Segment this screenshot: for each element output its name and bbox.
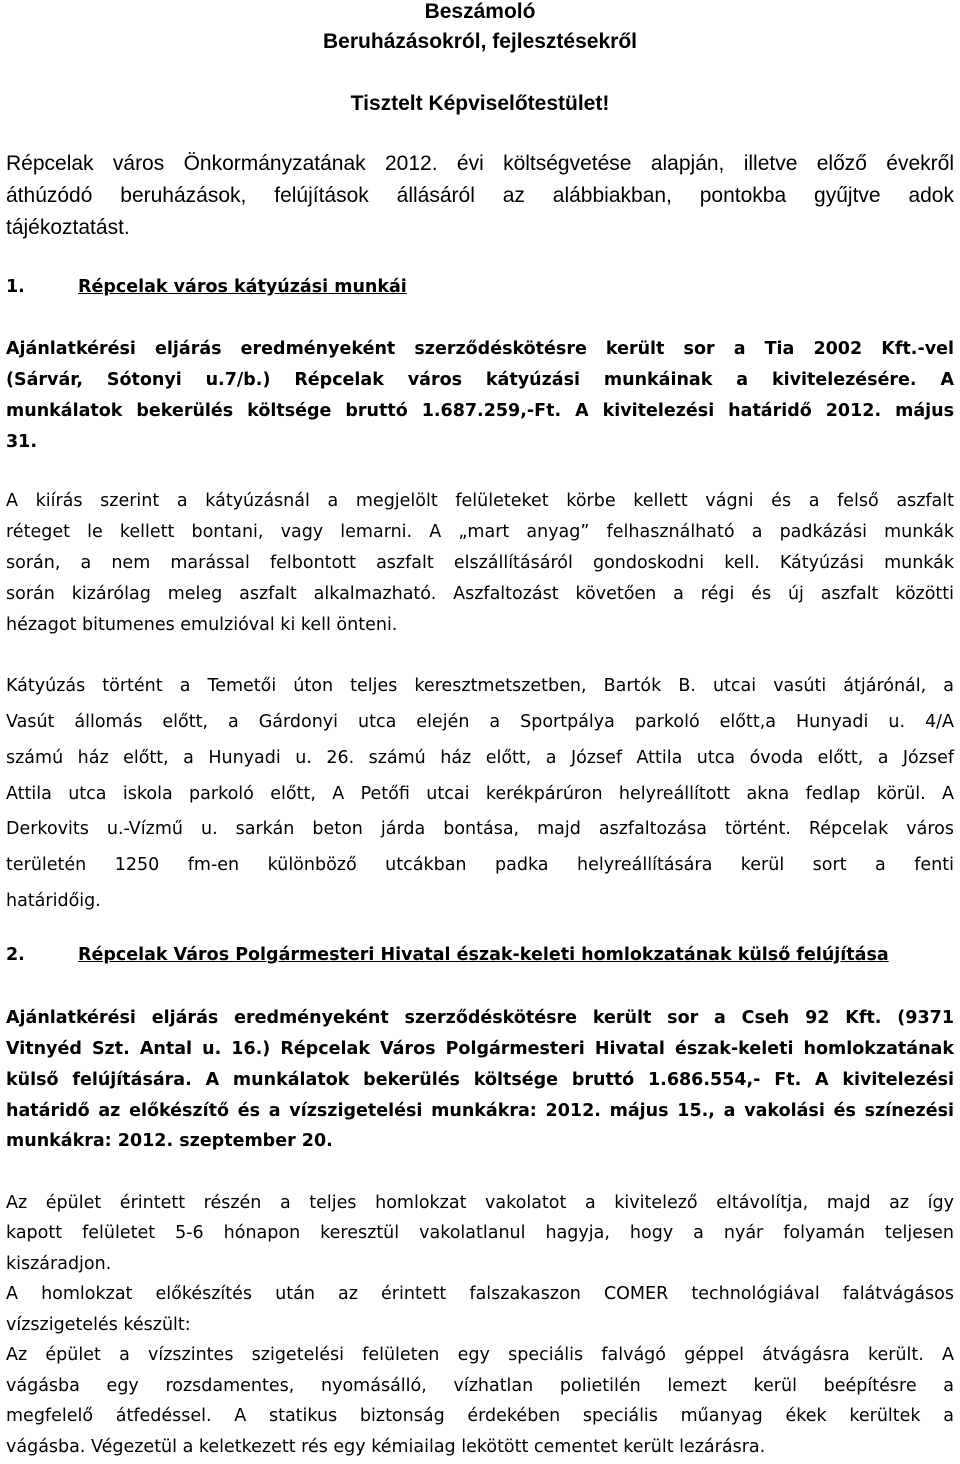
section-1-text-line: során kizárólag meleg aszfalt alkalmazható. Aszfaltozást követően a régi és új aszfalt közötti — [6, 584, 954, 604]
section-1-bold-line: 31. — [6, 432, 38, 452]
section-2-title: Répcelak Város Polgármesteri Hivatal észak-keleti homlokzatának külső felújítása — [78, 945, 889, 965]
section-1-bold-line: munkálatok bekerülés költsége bruttó 1.687.259,-Ft. A kivitelezési határidő 2012. május — [6, 401, 954, 421]
section-1-bold-line: (Sárvár, Sótonyi u.7/b.) Répcelak város kátyúzási munkáinak a kivitelezésére. A — [6, 370, 954, 390]
salutation: Tisztelt Képviselőtestület! — [350, 92, 610, 115]
section-1-text-line: A kiírás szerint a kátyúzásnál a megjelölt felületeket körbe kellett vágni és a felső aszfalt — [6, 491, 954, 511]
document-title: Beszámoló — [424, 0, 536, 23]
section-2-text-line: megfelelő átfedéssel. A statikus biztonság érdekében speciális műanyag ékek kerültek a — [6, 1406, 954, 1426]
section-2-text-line: kapott felületet 5-6 hónapon keresztül vakolatlanul hagyja, hogy a nyár folyamán teljesen — [6, 1223, 954, 1243]
section-1-text-line: határidőig. — [6, 891, 101, 911]
document-subtitle: Beruházásokról, fejlesztésekről — [323, 30, 637, 53]
section-1-text-line: során, a nem marással felbontott aszfalt elszállításáról gondoskodni kell. Kátyúzási munkák — [6, 553, 954, 573]
section-1-title: Répcelak város kátyúzási munkái — [78, 277, 407, 297]
section-1-heading — [6, 277, 407, 297]
section-1-text-line: réteget le kellett bontani, vagy lemarni. A „mart anyag” felhasználható a padkázási munkák — [6, 522, 954, 542]
section-1-number: 1. — [6, 277, 25, 297]
section-2-text-line: Az épület a vízszintes szigetelési felületen egy speciális falvágó géppel átvágásra került. A — [6, 1345, 954, 1365]
intro-line: áthúzódó beruházások, felújítások állásáról az alábbiakban, pontokba gyűjtve adok — [6, 184, 954, 207]
section-2-bold-line: Ajánlatkérési eljárás eredményeként szerződéskötésre került sor a Cseh 92 Kft. (9371 — [6, 1008, 954, 1028]
section-2-text-line: vízszigetelés készült: — [6, 1315, 191, 1335]
section-2-text-line: kiszáradjon. — [6, 1254, 112, 1274]
section-2-bold-line: Vitnyéd Szt. Antal u. 16.) Répcelak Város Polgármesteri Hivatal észak-keleti homlokzatának — [6, 1039, 954, 1059]
section-1-text-line: hézagot bitumenes emulzióval ki kell önteni. — [6, 615, 398, 635]
section-2-text-line: vágásba. Végezetül a keletkezett rés egy kémiailag lekötött cementet került lezárásra. — [6, 1437, 766, 1457]
section-1-text-line: Derkovits u.-Vízmű u. sarkán beton járda bontása, majd aszfaltozása történt. Répcelak város — [6, 819, 954, 839]
section-2-bold-line: külső felújítására. A munkálatok bekerülés költsége bruttó 1.686.554,- Ft. A kivitelezési — [6, 1070, 954, 1090]
section-1-text-line: területén 1250 fm-en különböző utcákban padka helyreállítására kerül sort a fenti — [6, 855, 954, 875]
section-1-text-line: Vasút állomás előtt, a Gárdonyi utca elején a Sportpálya parkoló előtt,a Hunyadi u. 4/A — [6, 712, 954, 732]
section-2-text-line: A homlokzat előkészítés után az érintett falszakaszon COMER technológiával falátvágásos — [6, 1284, 954, 1304]
intro-line: Répcelak város Önkormányzatának 2012. évi költségvetése alapján, illetve előző évekről — [6, 152, 954, 175]
section-2-text-line: Az épület érintett részén a teljes homlokzat vakolatot a kivitelező eltávolítja, majd az így — [6, 1193, 954, 1213]
section-2-text-line: vágásba egy rozsdamentes, nyomásálló, vízhatlan polietilén lemezt kerül beépítésre a — [6, 1376, 954, 1396]
section-2-heading — [6, 945, 889, 965]
section-2-bold-line: munkákra: 2012. szeptember 20. — [6, 1131, 333, 1151]
section-1-text-line: számú ház előtt, a Hunyadi u. 26. számú ház előtt, a József Attila utca óvoda előtt, a József — [6, 748, 954, 768]
section-2-number: 2. — [6, 945, 25, 965]
section-1-bold-line: Ajánlatkérési eljárás eredményeként szerződéskötésre került sor a Tia 2002 Kft.-vel — [6, 339, 954, 359]
intro-line: tájékoztatást. — [6, 216, 130, 239]
section-1-text-line: Kátyúzás történt a Temetői úton teljes keresztmetszetben, Bartók B. utcai vasúti átjárónál, a — [6, 676, 954, 696]
section-1-text-line: Attila utca iskola parkoló előtt, A Petőfi utcai kerékpárúron helyreállított akna fedlap körül. A — [6, 784, 954, 804]
section-2-bold-line: határidő az előkészítő és a vízszigetelési munkákra: 2012. május 15., a vakolási és színezési — [6, 1101, 954, 1121]
